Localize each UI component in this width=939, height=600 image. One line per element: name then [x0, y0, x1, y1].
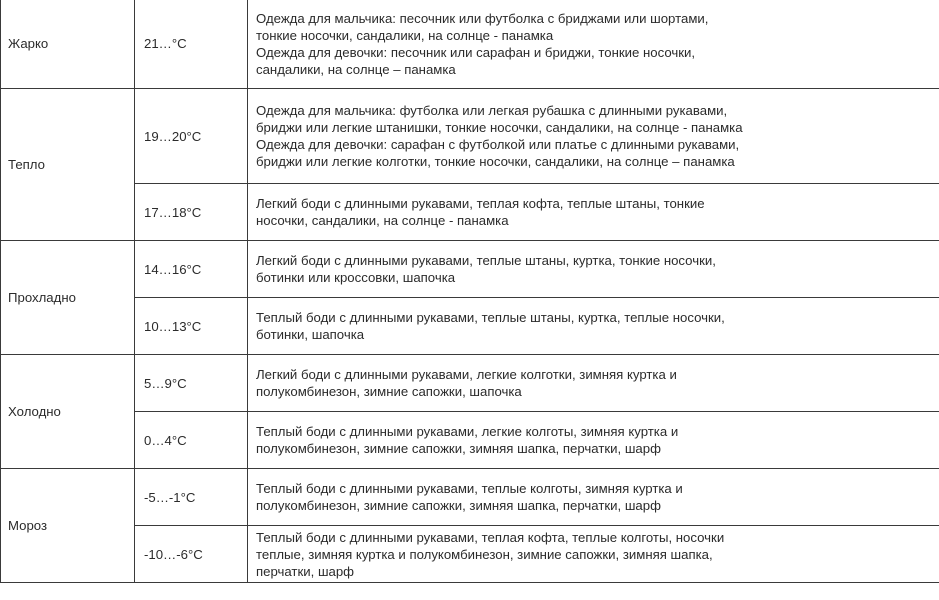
description-line: Теплый боди с длинными рукавами, легкие колготы, зимняя куртка и	[256, 424, 679, 439]
description-line: носочки, сандалики, на солнце - панамка	[256, 213, 509, 228]
clothing-description-cell	[248, 241, 939, 298]
description-line: бриджи или легкие колготки, тонкие носочки, сандалики, на солнце – панамка	[256, 154, 735, 169]
description-line: Теплый боди с длинными рукавами, теплые штаны, куртка, теплые носочки,	[256, 310, 725, 325]
clothing-description-cell	[248, 0, 939, 89]
description-line: полукомбинезон, зимние сапожки, зимняя шапка, перчатки, шарф	[256, 441, 661, 456]
table-row	[1, 89, 939, 184]
table-row	[1, 355, 939, 412]
table-row	[1, 0, 939, 89]
description-line: ботинки или кроссовки, шапочка	[256, 270, 456, 285]
category-cell: Прохладно	[1, 241, 135, 355]
temperature-cell: -5…-1°С	[135, 469, 248, 526]
description-line: Одежда для мальчика: футболка или легкая рубашка с длинными рукавами,	[256, 103, 728, 118]
temperature-cell: 0…4°С	[135, 412, 248, 469]
category-cell: Холодно	[1, 355, 135, 469]
clothing-description-cell	[248, 526, 939, 583]
temperature-cell: 19…20°С	[135, 89, 248, 184]
table-body	[1, 0, 939, 583]
description-line: Одежда для мальчика: песочник или футболка с бриджами или шортами,	[256, 10, 709, 26]
description-line: теплые, зимняя куртка и полукомбинезон, зимние сапожки, зимняя шапка,	[256, 546, 713, 562]
description-line: Легкий боди с длинными рукавами, теплые штаны, куртка, тонкие носочки,	[256, 253, 716, 268]
temperature-cell: 17…18°С	[135, 184, 248, 241]
description-line: тонкие носочки, сандалики, на солнце - панамка	[256, 27, 554, 43]
temperature-cell: 5…9°С	[135, 355, 248, 412]
table-row	[1, 412, 939, 469]
clothing-description-cell	[248, 184, 939, 241]
temperature-cell: 21…°С	[135, 0, 248, 89]
description-line: Легкий боди с длинными рукавами, теплая кофта, теплые штаны, тонкие	[256, 196, 705, 211]
description-line: Легкий боди с длинными рукавами, легкие колготки, зимняя куртка и	[256, 367, 677, 382]
category-cell: Тепло	[1, 89, 135, 241]
description-line: бриджи или легкие штанишки, тонкие носочки, сандалики, на солнце - панамка	[256, 120, 743, 135]
temperature-cell: 10…13°С	[135, 298, 248, 355]
description-line: Теплый боди с длинными рукавами, теплые колготы, зимняя куртка и	[256, 481, 683, 496]
category-cell: Мороз	[1, 469, 135, 583]
clothing-description-cell	[248, 412, 939, 469]
description-line: полукомбинезон, зимние сапожки, шапочка	[256, 384, 522, 399]
description-line: Одежда для девочки: сарафан с футболкой или платье с длинными рукавами,	[256, 137, 740, 152]
table-row	[1, 469, 939, 526]
table-row	[1, 241, 939, 298]
table-row	[1, 184, 939, 241]
table-row	[1, 298, 939, 355]
category-cell: Жарко	[1, 0, 135, 89]
clothing-description-cell	[248, 355, 939, 412]
temperature-cell: 14…16°С	[135, 241, 248, 298]
clothing-description-cell	[248, 89, 939, 184]
description-line: Теплый боди с длинными рукавами, теплая кофта, теплые колготы, носочки	[256, 529, 725, 545]
table-row	[1, 526, 939, 583]
clothing-description-cell	[248, 298, 939, 355]
description-line: ботинки, шапочка	[256, 327, 365, 342]
description-line: полукомбинезон, зимние сапожки, зимняя шапка, перчатки, шарф	[256, 498, 661, 513]
temperature-cell: -10…-6°С	[135, 526, 248, 583]
description-line: сандалики, на солнце – панамка	[256, 61, 456, 77]
description-line: Одежда для девочки: песочник или сарафан и бриджи, тонкие носочки,	[256, 44, 696, 60]
clothing-description-cell	[248, 469, 939, 526]
description-line: перчатки, шарф	[256, 563, 355, 579]
